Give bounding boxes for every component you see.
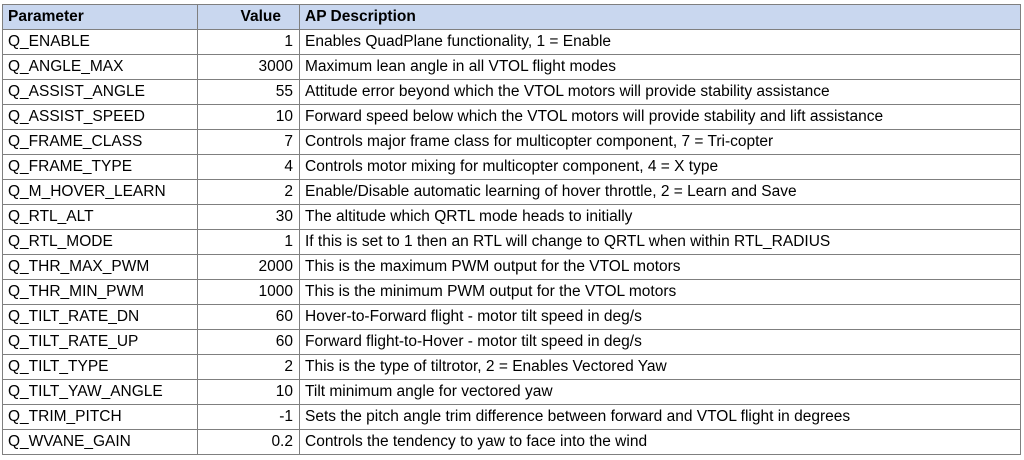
param-cell: Q_FRAME_TYPE <box>3 155 198 180</box>
param-cell: Q_RTL_ALT <box>3 205 198 230</box>
description-cell: Maximum lean angle in all VTOL flight modes <box>300 55 1021 80</box>
value-cell: 0.2 <box>198 430 300 455</box>
value-cell: 30 <box>198 205 300 230</box>
table-row <box>3 80 1021 105</box>
value-cell: 60 <box>198 330 300 355</box>
param-cell: Q_RTL_MODE <box>3 230 198 255</box>
description-cell: The altitude which QRTL mode heads to initially <box>300 205 1021 230</box>
param-cell: Q_ASSIST_ANGLE <box>3 80 198 105</box>
value-cell: 3000 <box>198 55 300 80</box>
table-row <box>3 255 1021 280</box>
table-row <box>3 30 1021 55</box>
description-cell: This is the maximum PWM output for the VTOL motors <box>300 255 1021 280</box>
value-cell: -1 <box>198 405 300 430</box>
param-cell: Q_THR_MAX_PWM <box>3 255 198 280</box>
value-cell: 1 <box>198 230 300 255</box>
header-value: Value <box>198 5 300 30</box>
param-cell: Q_ASSIST_SPEED <box>3 105 198 130</box>
header-parameter: Parameter <box>3 5 198 30</box>
value-cell: 2000 <box>198 255 300 280</box>
table-row <box>3 105 1021 130</box>
description-cell: Forward flight-to-Hover - motor tilt speed in deg/s <box>300 330 1021 355</box>
param-cell: Q_THR_MIN_PWM <box>3 280 198 305</box>
description-cell: Attitude error beyond which the VTOL motors will provide stability assistance <box>300 80 1021 105</box>
table-row <box>3 430 1021 455</box>
table-row <box>3 180 1021 205</box>
table-row <box>3 155 1021 180</box>
param-cell: Q_ANGLE_MAX <box>3 55 198 80</box>
table-row <box>3 205 1021 230</box>
param-cell: Q_TILT_TYPE <box>3 355 198 380</box>
description-cell: Enables QuadPlane functionality, 1 = Enable <box>300 30 1021 55</box>
description-cell: Controls the tendency to yaw to face into the wind <box>300 430 1021 455</box>
param-cell: Q_FRAME_CLASS <box>3 130 198 155</box>
table-row <box>3 330 1021 355</box>
header-description: AP Description <box>300 5 1021 30</box>
description-cell: Sets the pitch angle trim difference between forward and VTOL flight in degrees <box>300 405 1021 430</box>
param-cell: Q_M_HOVER_LEARN <box>3 180 198 205</box>
description-cell: If this is set to 1 then an RTL will change to QRTL when within RTL_RADIUS <box>300 230 1021 255</box>
value-cell: 55 <box>198 80 300 105</box>
description-cell: Controls motor mixing for multicopter component, 4 = X type <box>300 155 1021 180</box>
table-row <box>3 230 1021 255</box>
value-cell: 10 <box>198 105 300 130</box>
table-row <box>3 305 1021 330</box>
param-cell: Q_ENABLE <box>3 30 198 55</box>
value-cell: 1 <box>198 30 300 55</box>
value-cell: 10 <box>198 380 300 405</box>
value-cell: 2 <box>198 355 300 380</box>
description-cell: Forward speed below which the VTOL motors will provide stability and lift assistance <box>300 105 1021 130</box>
description-cell: Controls major frame class for multicopter component, 7 = Tri-copter <box>300 130 1021 155</box>
param-cell: Q_TILT_RATE_UP <box>3 330 198 355</box>
param-cell: Q_WVANE_GAIN <box>3 430 198 455</box>
value-cell: 4 <box>198 155 300 180</box>
table-row <box>3 280 1021 305</box>
table-row <box>3 130 1021 155</box>
parameter-table <box>2 4 1021 455</box>
table-row <box>3 380 1021 405</box>
description-cell: Hover-to-Forward flight - motor tilt speed in deg/s <box>300 305 1021 330</box>
description-cell: Enable/Disable automatic learning of hover throttle, 2 = Learn and Save <box>300 180 1021 205</box>
value-cell: 1000 <box>198 280 300 305</box>
table-row <box>3 55 1021 80</box>
description-cell: This is the minimum PWM output for the VTOL motors <box>300 280 1021 305</box>
description-cell: This is the type of tiltrotor, 2 = Enables Vectored Yaw <box>300 355 1021 380</box>
table-row <box>3 355 1021 380</box>
param-cell: Q_TILT_YAW_ANGLE <box>3 380 198 405</box>
header-row <box>3 5 1021 30</box>
table-row <box>3 405 1021 430</box>
value-cell: 60 <box>198 305 300 330</box>
value-cell: 7 <box>198 130 300 155</box>
param-cell: Q_TILT_RATE_DN <box>3 305 198 330</box>
description-cell: Tilt minimum angle for vectored yaw <box>300 380 1021 405</box>
param-cell: Q_TRIM_PITCH <box>3 405 198 430</box>
value-cell: 2 <box>198 180 300 205</box>
